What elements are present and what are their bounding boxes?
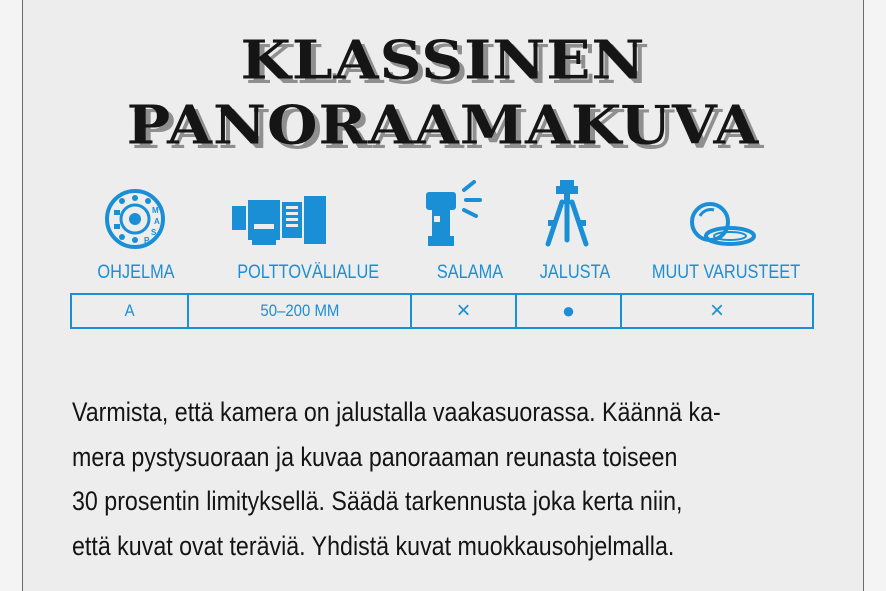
cell-focal-range	[189, 295, 412, 327]
page-edge-right	[863, 0, 886, 591]
label-program: OHJELMA	[97, 262, 175, 283]
svg-text:A: A	[154, 217, 160, 226]
dot-icon: ●	[561, 298, 576, 323]
filters-icon	[688, 200, 758, 250]
label-flash: SALAMA	[436, 262, 504, 283]
telephoto-lens-icon	[232, 196, 328, 248]
mode-dial-icon	[102, 188, 168, 250]
equipment-table	[70, 293, 814, 329]
label-focal-range: POLTTOVÄLIALUE	[237, 262, 380, 283]
body-line: Varmista, että kamera on jalustalla vaakasuorassa. Käännä ka-	[72, 397, 721, 427]
cell-program-value: A	[124, 301, 135, 320]
title-line-2: PANORAAMAKUVA	[126, 93, 760, 157]
cell-other-equipment	[622, 295, 812, 327]
svg-text:M: M	[152, 206, 159, 215]
svg-text:S: S	[151, 228, 157, 237]
label-tripod: JALUSTA	[539, 262, 611, 283]
cross-icon: ×	[456, 297, 471, 324]
body-paragraph	[72, 390, 812, 568]
cell-flash	[412, 295, 517, 327]
body-line: että kuvat ovat teräviä. Yhdistä kuvat muokkausohjelmalla.	[72, 530, 675, 561]
flash-icon	[418, 180, 496, 250]
label-other-equipment: MUUT VARUSTEET	[651, 262, 801, 283]
cell-program	[72, 295, 189, 327]
page-edge-left	[0, 0, 23, 591]
svg-text:P: P	[144, 236, 150, 245]
body-line: 30 prosentin limityksellä. Säädä tarkennusta joka kerta niin,	[72, 486, 683, 516]
cell-focal-range-value: 50–200 MM	[259, 301, 340, 320]
tripod-icon	[542, 180, 592, 250]
cell-tripod	[517, 295, 622, 327]
title-line-1: KLASSINEN	[240, 28, 646, 92]
body-line: mera pystysuoraan ja kuvaa panoraaman reunasta toiseen	[72, 441, 678, 472]
cross-icon: ×	[709, 297, 724, 324]
